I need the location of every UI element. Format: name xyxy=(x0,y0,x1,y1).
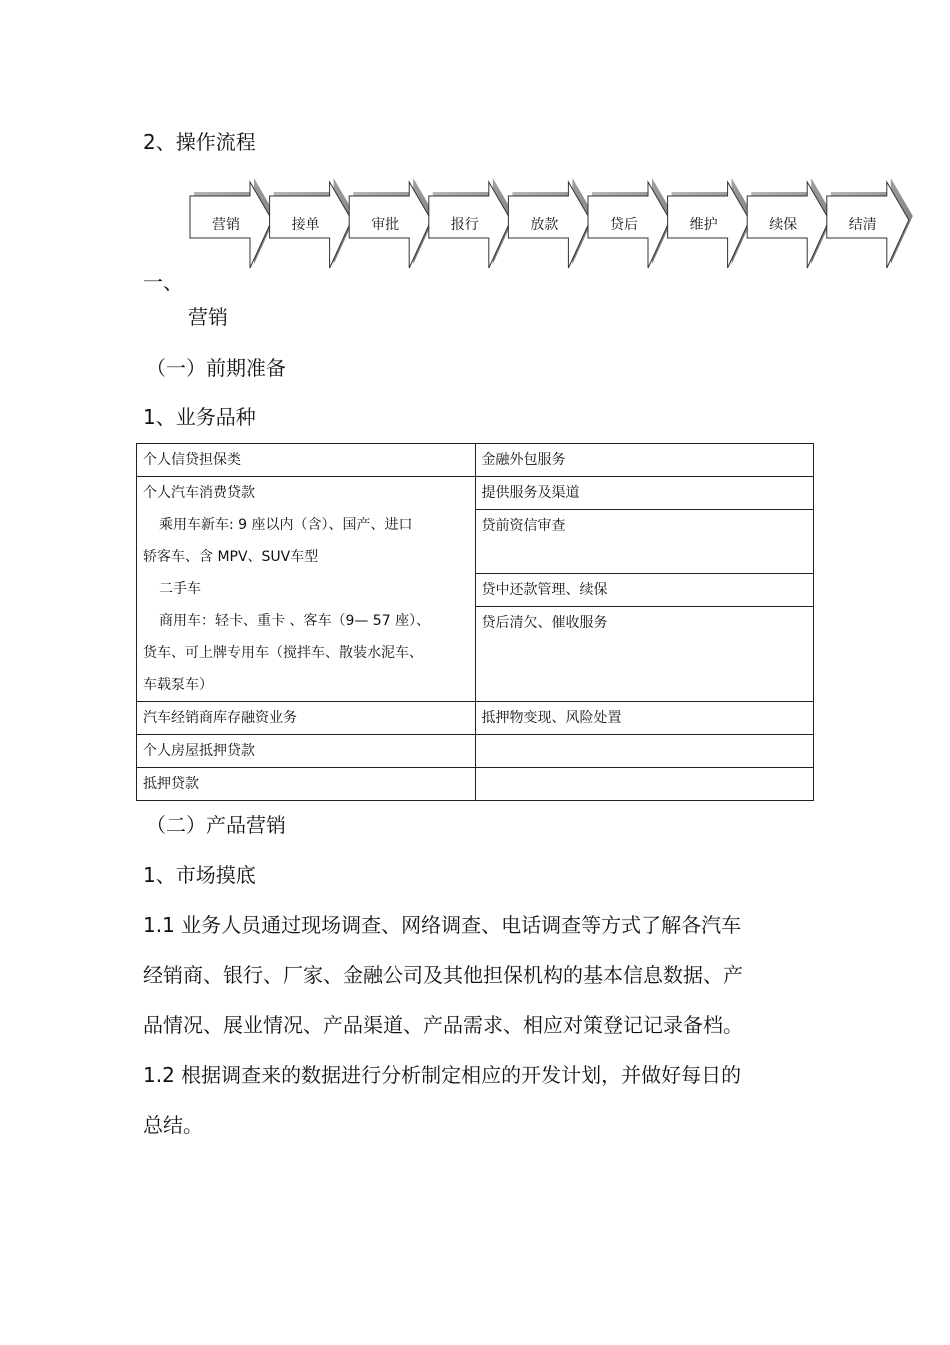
table-cell: 抵押贷款 xyxy=(137,768,476,801)
flow-step-label: 放款 xyxy=(530,217,559,233)
flow-step-label: 贷后 xyxy=(610,217,638,233)
table-row xyxy=(137,735,814,768)
table-cell: 抵押物变现、风险处置 xyxy=(475,702,814,735)
sub-heading-preparation: （一）前期准备 xyxy=(146,356,286,380)
paragraph-1-2-line: 总结。 xyxy=(143,1113,203,1137)
table-row xyxy=(137,444,814,477)
paragraph-1-1-line: 品情况、展业情况、产品渠道、产品需求、相应对策登记记录备档。 xyxy=(143,1013,743,1037)
flow-step-label: 接单 xyxy=(291,217,320,233)
table-cell: 贷后清欠、催收服务 xyxy=(475,607,814,702)
table-cell: 个人信贷担保类 xyxy=(137,444,476,477)
paragraph-1-2-line: 1.2 根据调查来的数据进行分析制定相应的开发计划，并做好每日的 xyxy=(143,1063,742,1087)
section-title: 2、操作流程 xyxy=(143,130,256,154)
flow-step-label: 报行 xyxy=(450,217,479,233)
item-market-survey: 1、市场摸底 xyxy=(143,863,256,887)
table-cell: 贷前资信审查 xyxy=(475,510,814,574)
table-cell xyxy=(475,735,814,768)
table-cell: 金融外包服务 xyxy=(475,444,814,477)
flow-step-label: 审批 xyxy=(371,217,400,233)
heading-one-number: 一、 xyxy=(143,270,183,294)
table-cell: 汽车经销商库存融资业务 xyxy=(137,702,476,735)
cell-line: 商用车：轻卡、重卡 、客车（9— 57 座）、 xyxy=(159,613,431,629)
paragraph-1-1-line: 经销商、银行、厂家、金融公司及其他担保机构的基本信息数据、产 xyxy=(143,963,743,987)
paragraph-1-1-line: 1.1 业务人员通过现场调查、网络调查、电话调查等方式了解各汽车 xyxy=(143,913,742,937)
table-cell-auto-loans xyxy=(137,477,476,702)
cell-line: 车载泵车） xyxy=(143,677,213,693)
cell-line: 二手车 xyxy=(159,581,201,597)
flow-step-label: 营销 xyxy=(212,217,240,233)
flow-step-label: 维护 xyxy=(689,217,718,233)
cell-line: 个人汽车消费贷款 xyxy=(143,485,255,501)
table-cell: 个人房屋抵押贷款 xyxy=(137,735,476,768)
table-cell: 贷中还款管理、续保 xyxy=(475,574,814,607)
table-row xyxy=(137,768,814,801)
process-flow xyxy=(186,176,916,272)
cell-line: 乘用车新车: 9 座以内（含）、国产、进口 xyxy=(159,517,413,533)
table-cell xyxy=(475,768,814,801)
cell-line: 货车、可上牌专用车（搅拌车、散装水泥车、 xyxy=(143,645,423,661)
item-business-types: 1、业务品种 xyxy=(143,405,256,429)
table-row xyxy=(137,477,814,510)
heading-one-title: 营销 xyxy=(188,305,228,329)
flow-step-label: 结清 xyxy=(848,217,877,233)
flow-step-label: 续保 xyxy=(769,217,798,233)
business-types-table xyxy=(136,443,814,801)
sub-heading-product-marketing: （二）产品营销 xyxy=(146,813,286,837)
table-cell: 提供服务及渠道 xyxy=(475,477,814,510)
cell-line: 轿客车、含 MPV、SUV车型 xyxy=(143,549,319,565)
table-row xyxy=(137,702,814,735)
